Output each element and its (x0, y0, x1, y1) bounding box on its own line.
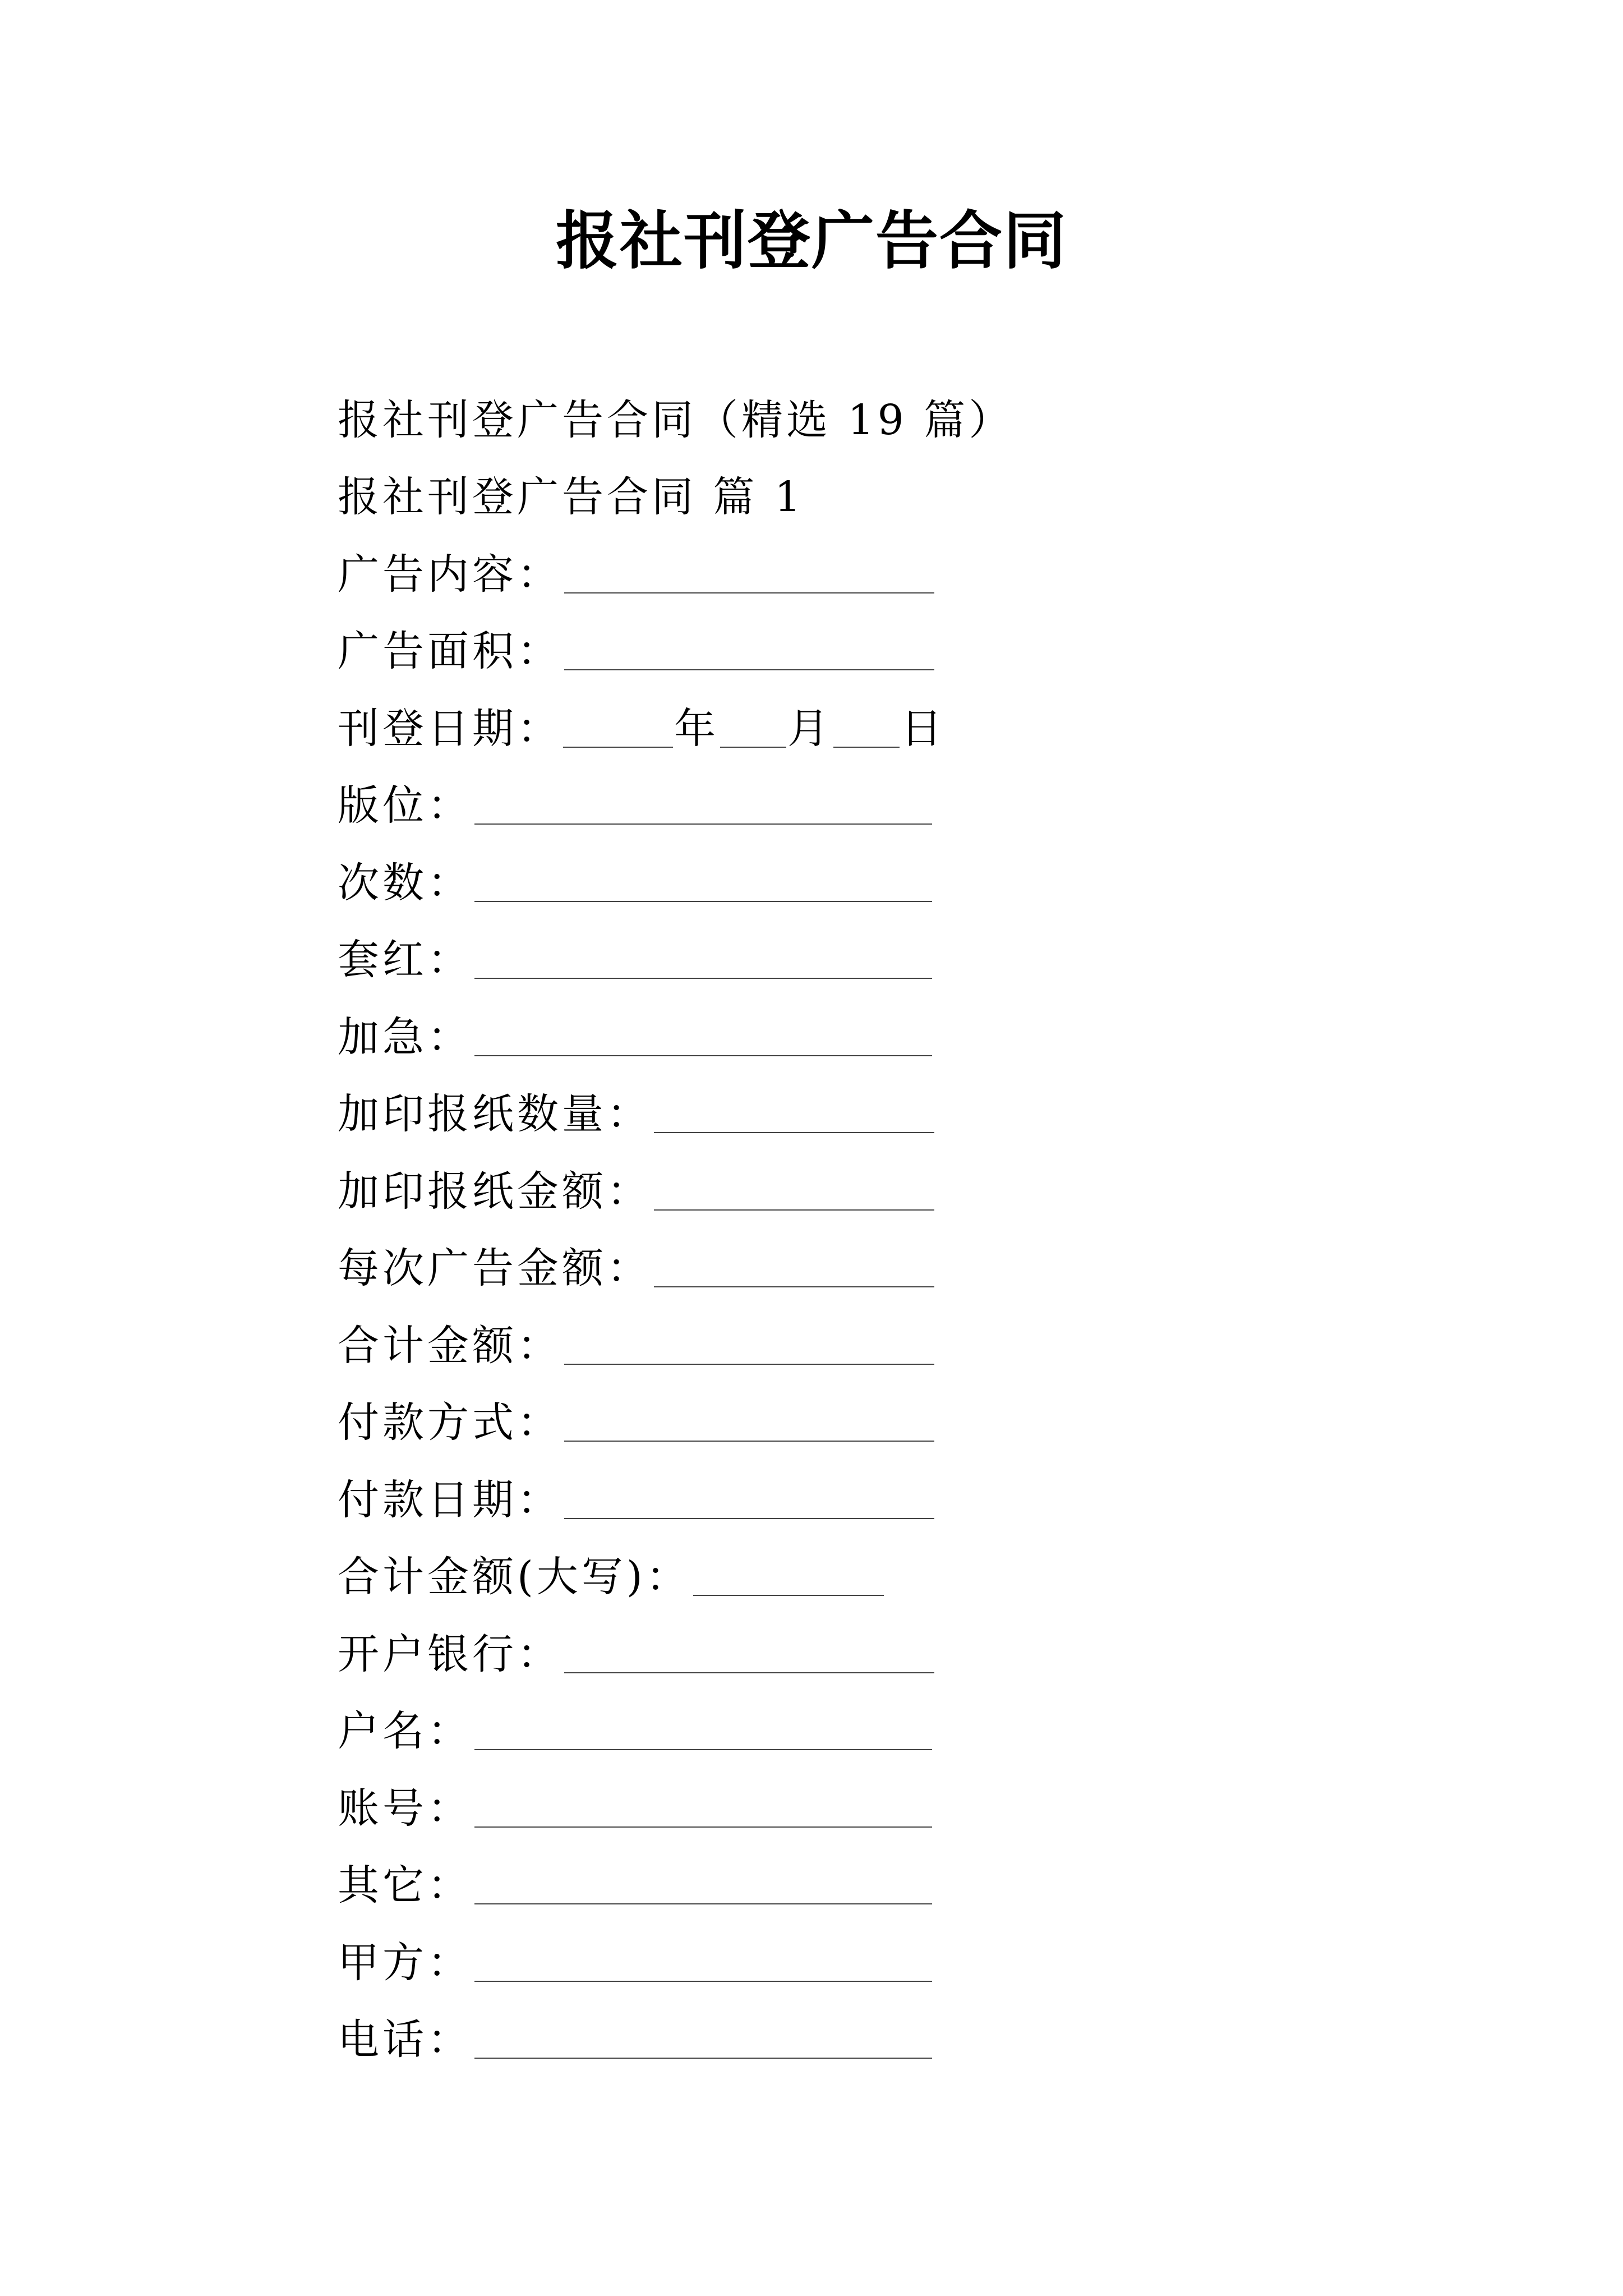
ad-area-blank[interactable] (564, 632, 934, 670)
field-bank (338, 1616, 1459, 1693)
year-blank[interactable] (563, 710, 673, 748)
field-label: 次数： (338, 858, 472, 907)
document-body (338, 381, 1459, 2078)
payment-method-blank[interactable] (564, 1404, 934, 1442)
field-label: 加印报纸数量： (338, 1090, 652, 1139)
field-label: 付款方式： (338, 1398, 562, 1447)
field-label: 户名： (338, 1707, 472, 1756)
total-amount-blank[interactable] (564, 1327, 934, 1365)
field-label: 账号： (338, 1784, 472, 1833)
field-ad-area (338, 613, 1459, 691)
field-label: 付款日期： (338, 1475, 562, 1524)
field-per-ad-amount (338, 1230, 1459, 1308)
field-other (338, 1847, 1459, 1925)
field-payment-method (338, 1384, 1459, 1462)
position-blank[interactable] (474, 786, 932, 825)
field-account-number (338, 1770, 1459, 1847)
field-account-name (338, 1693, 1459, 1770)
times-blank[interactable] (474, 864, 932, 902)
field-label: 加印报纸金额： (338, 1167, 652, 1216)
day-label: 日 (901, 704, 946, 753)
subtitle-text: 报社刊登广告合同（精选 19 篇） (338, 395, 1014, 444)
field-red-print (338, 922, 1459, 999)
section-heading (338, 459, 1459, 536)
field-label: 合计金额(大写)： (338, 1553, 691, 1602)
payment-date-blank[interactable] (564, 1481, 934, 1519)
document-title: 报社刊登广告合同 (556, 204, 1067, 278)
year-label: 年 (674, 704, 719, 753)
other-blank[interactable] (474, 1866, 932, 1904)
field-label: 甲方： (338, 1938, 472, 1987)
month-blank[interactable] (720, 710, 786, 748)
ad-content-blank[interactable] (564, 555, 934, 593)
field-total-amount-uppercase (338, 1539, 1459, 1616)
field-label: 电话： (338, 2016, 472, 2064)
field-ad-content (338, 536, 1459, 613)
phone-blank[interactable] (474, 2021, 932, 2059)
field-position (338, 767, 1459, 845)
extra-print-quantity-blank[interactable] (654, 1095, 934, 1133)
field-label: 版位： (338, 781, 472, 830)
field-payment-date (338, 1461, 1459, 1539)
red-print-blank[interactable] (474, 941, 932, 979)
party-a-blank[interactable] (474, 1944, 932, 1982)
field-party-a (338, 1924, 1459, 2001)
bank-blank[interactable] (564, 1635, 934, 1673)
section-heading-text: 报社刊登广告合同 篇 1 (338, 473, 805, 522)
field-label: 加急： (338, 1013, 472, 1061)
extra-print-amount-blank[interactable] (654, 1172, 934, 1211)
document-subtitle (338, 381, 1459, 459)
field-label: 合计金额： (338, 1321, 562, 1370)
total-amount-uppercase-blank[interactable] (693, 1558, 884, 1596)
field-label: 刊登日期： (338, 704, 562, 753)
field-total-amount (338, 1307, 1459, 1384)
field-urgent (338, 999, 1459, 1076)
account-name-blank[interactable] (474, 1712, 932, 1750)
field-publish-date (338, 690, 1459, 767)
field-label: 套红： (338, 936, 472, 984)
month-label: 月 (787, 704, 832, 753)
urgent-blank[interactable] (474, 1018, 932, 1056)
field-extra-print-amount (338, 1153, 1459, 1230)
field-label: 开户银行： (338, 1630, 562, 1678)
per-ad-amount-blank[interactable] (654, 1249, 934, 1287)
field-times (338, 844, 1459, 922)
field-label: 广告面积： (338, 627, 562, 676)
field-phone (338, 2001, 1459, 2079)
field-label: 广告内容： (338, 550, 562, 599)
field-extra-print-quantity (338, 1076, 1459, 1153)
account-number-blank[interactable] (474, 1789, 932, 1828)
field-label: 每次广告金额： (338, 1244, 652, 1293)
day-blank[interactable] (833, 710, 900, 748)
field-label: 其它： (338, 1861, 472, 1910)
